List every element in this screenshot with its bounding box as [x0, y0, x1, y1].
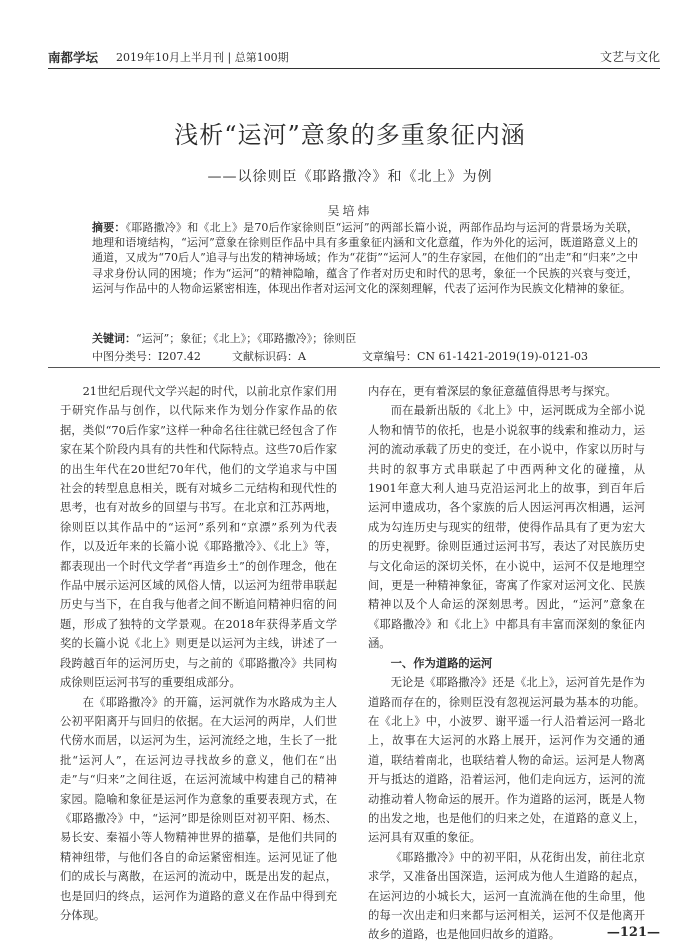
abstract-label: 摘要：: [92, 221, 126, 234]
body-column-left: [60, 382, 337, 925]
paragraph: 在《耶路撒冷》的开篇，运河就作为水路成为主人公初平阳离开与回归的依据。在大运河的两岸，人们世代傍水而居，以运河为生，运河流经之地，生长了一批批“运河人”，在运河边寻找故乡的意义，他们在“出走”与“归来”之间往返，在运河流域中构建自己的精神家园。隐喻和象征是运河作为意象的重要表现方式，在《耶路撒冷》中，“运河”即是徐则臣对初平阳、杨杰、易长安、秦福小等人物精神世界的描摹，是他们共同的精神纽带，与他们各自的命运紧密相连。运河见证了他们的成长与离散，在运河的流动中，既是出发的起点，也是回归的终点，运河作为道路的意义在作品中得到充分体现。: [60, 695, 337, 922]
keywords-label: 关键词：: [92, 332, 136, 345]
article-number: 文章编号：CN 61-1421-2019(19)-0121-03: [362, 350, 588, 363]
keywords: [92, 330, 638, 346]
article-title: 浅析“运河”意象的多重象征内涵: [174, 121, 526, 149]
article-author: 吴培炜: [327, 204, 373, 218]
article-subtitle: ——以徐则臣《耶路撒冷》和《北上》为例: [207, 169, 493, 185]
body-column-right: [368, 382, 645, 945]
section-heading: 一、作为道路的运河: [390, 655, 493, 670]
section-name: 文艺与文化: [599, 50, 660, 64]
issue-info: 2019年10月上半月刊 | 总第100期: [116, 51, 289, 64]
clc-number: 中图分类号：I207.42: [92, 350, 201, 363]
journal-name: 南都学坛: [48, 50, 99, 65]
paragraph: 内存在，更有着深层的象征意蕴值得思考与探究。: [368, 385, 617, 398]
keywords-text: “运河”；象征；《北上》；《耶路撒冷》；徐则臣: [136, 332, 357, 345]
paragraph: 《耶路撒冷》中的初平阳，从花街出发，前往北京求学，又准备出国深造，运河成为他人生道路的起点，在运河边的小城长大，运河一直流淌在他的生命里，他的每一次出走和归来都与运河相关，运河不仅是他离开故乡的道路，也是他回归故乡的道路。: [368, 850, 645, 942]
running-header: [48, 46, 660, 66]
paragraph: 无论是《耶路撒冷》还是《北上》，运河首先是作为道路而存在的，徐则臣没有忽视运河最为基本的功能。在《北上》中，小波罗、谢平遥一行人沿着运河一路北上，故事在大运河的水路上展开，运河作为交通的通道，联结着南北，也联结着人物的命运。运河是人物离开与抵达的道路，沿着运河，他们走向远方，运河的流动推动着人物命运的展开。作为道路的运河，既是人物的出发之地，也是他们的归来之处，在道路的意义上，运河具有双重的象征。: [368, 676, 645, 845]
page-number: —121—: [606, 925, 660, 940]
abstract: [92, 220, 638, 296]
header-rule: [48, 68, 660, 69]
paragraph: 21世纪后现代文学兴起的时代，以前北京作家们用于研究作品与创作，以代际来作为划分作家作品的依据，类似“70后作家”这样一种命名往往就已经包含了作家在某个阶段内具有的共性和代际特点。这些70后作家的出生年代在20世纪70年代，他们的文学追求与中国社会的转型息息相关，既有对城乡二元结构和现代性的思考，也有对故乡的回望与书写。在北京和江苏两地，徐则臣以其作品中的“运河”系列和“京漂”系列为代表作，以及近年来的长篇小说《耶路撒冷》、《北上》等，都表现出一个时代文学者“再造乡土”的创作理念，他在作品中展示运河区域的风俗人情，以运河为纽带串联起历史与当下，在自我与他者之间不断追问精神归宿的问题，形成了独特的文学景观。在2018年获得茅盾文学奖的长篇小说《北上》则更是以运河为主线，讲述了一段跨越百年的运河历史，与之前的《耶路撒冷》共同构成徐则臣运河书写的重要组成部分。: [60, 385, 337, 690]
document-code: 文献标识码：A: [232, 350, 306, 363]
divider-rule: [48, 367, 660, 368]
paragraph: 而在最新出版的《北上》中，运河既成为全部小说人物和情节的依托，也是小说叙事的线索和推动力，运河的流动承载了历史的变迁，在小说中，作家以历时与共时的叙事方式串联起了中西两种文化的碰撞，从1901年意大利人迪马克沿运河北上的故事，到百年后运河申遗成功，各个家族的后人因运河再次相遇，运河成为勾连历史与现实的纽带，使得作品具有了更为宏大的历史视野。徐则臣通过运河书写，表达了对民族历史与文化命运的深切关怀，在小说中，运河不仅是地理空间，更是一种精神象征，寄寓了作家对运河文化、民族精神以及个人命运的深刻思考。因此，“运河”意象在《耶路撒冷》和《北上》中都具有丰富而深刻的象征内涵。: [368, 404, 645, 651]
abstract-text: 《耶路撒冷》和《北上》是70后作家徐则臣“运河”的两部长篇小说，两部作品均与运河的背景场为关联，地理和语境结构，“运河”意象在徐则臣作品中具有多重象征内涵和文化意蕴，作为外化的运河，既道路意义上的通道，又成为“70后人”追寻与出发的精神场域；作为“花街”“运河人”的生存家园，在他们的“出走”和“归来”之中寻求身份认同的困境；作为“运河”的精神隐喻，蕴含了作者对历史和时代的思考，象征一个民族的兴衰与变迁，运河与作品中的人物命运紧密相连，体现出作者对运河文化的深刻理解，代表了运河作为民族文化精神的象征。: [92, 221, 639, 295]
